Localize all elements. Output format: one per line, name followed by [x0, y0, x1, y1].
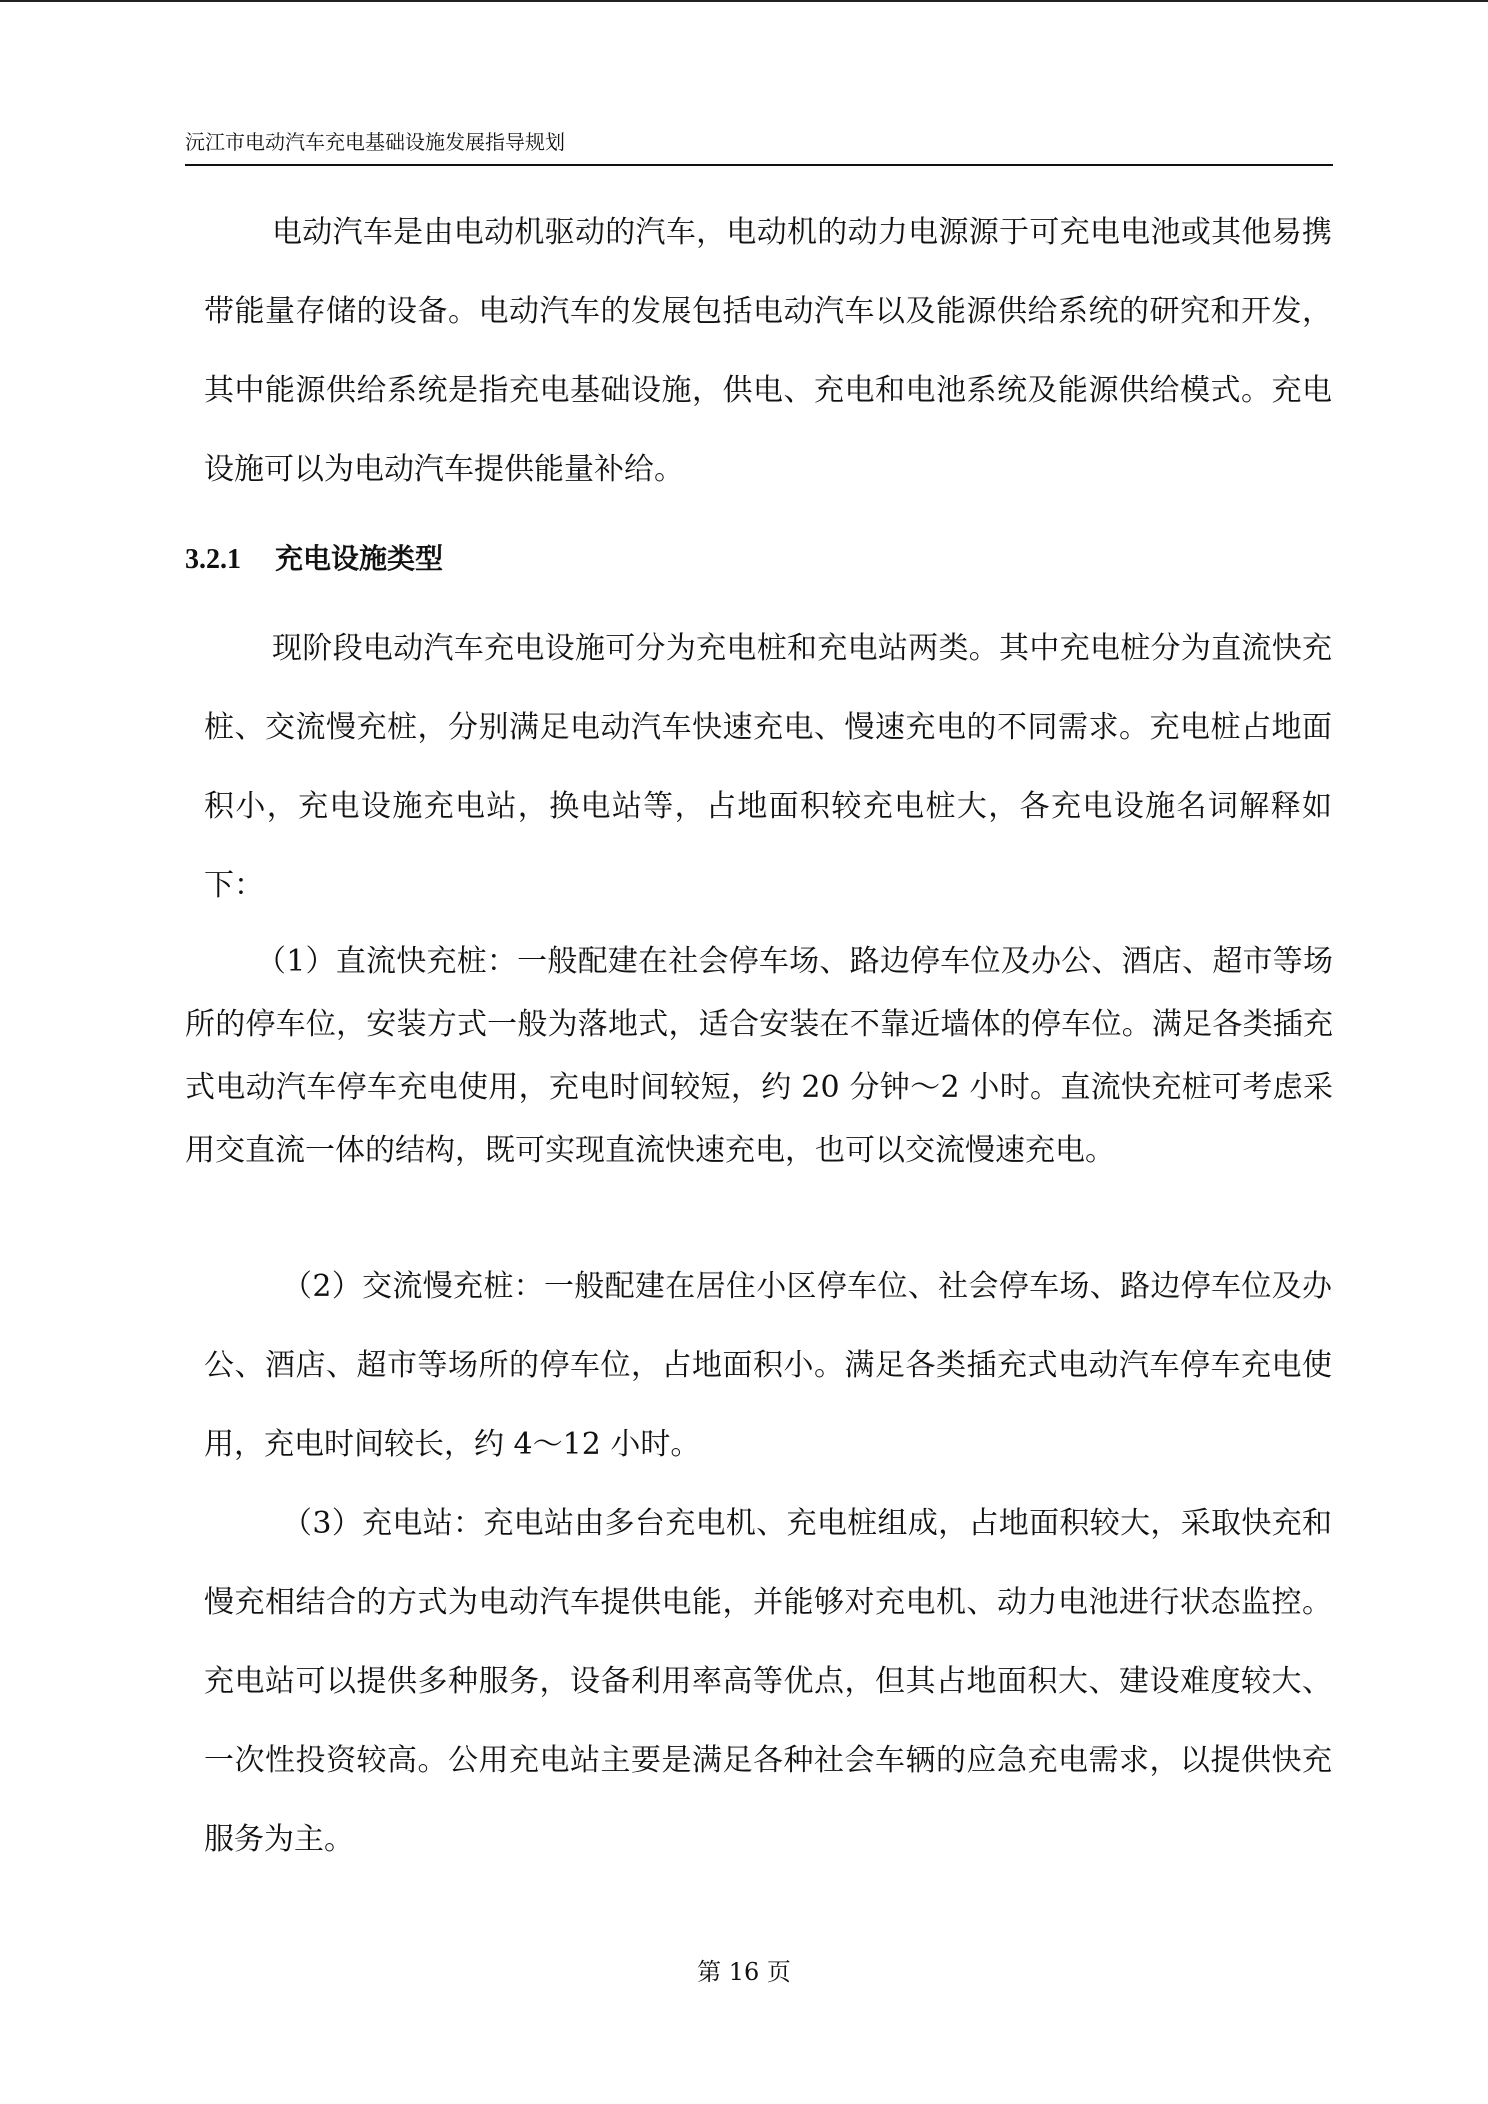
- running-header: [185, 128, 1333, 166]
- page-number: 第 16 页: [697, 1958, 791, 1986]
- section-title: 充电设施类型: [275, 542, 444, 575]
- item-charging-station: （3）充电站：充电站由多台充电机、充电桩组成，占地面积较大，采取快充和慢充相结合的方式为电动汽车提供电能，并能够对充电机、动力电池进行状态监控。充电站可以提供多种服务，设备利用率高等优点，但其占地面积大、建设难度较大、一次性投资较高。公用充电站主要是满足各种社会车辆的应急充电需求，以提供快充服务为主。: [204, 1506, 1332, 1857]
- section-number: 3.2.1: [185, 544, 241, 575]
- item-ac-slow-charger: （2）交流慢充桩：一般配建在居住小区停车位、社会停车场、路边停车位及办公、酒店、超市等场所的停车位，占地面积小。满足各类插充式电动汽车停车充电使用，充电时间较长，约 4～12 小时。: [204, 1269, 1332, 1462]
- page-top-rule: [0, 0, 1488, 2]
- section-heading: [185, 537, 443, 582]
- intro-paragraph: 电动汽车是由电动机驱动的汽车，电动机的动力电源源于可充电电池或其他易携带能量存储的设备。电动汽车的发展包括电动汽车以及能源供给系统的研究和开发，其中能源供给系统是指充电基础设施，供电、充电和电池系统及能源供给模式。充电设施可以为电动汽车提供能量补给。: [204, 215, 1332, 487]
- overview-paragraph: 现阶段电动汽车充电设施可分为充电桩和充电站两类。其中充电桩分为直流快充桩、交流慢充桩，分别满足电动汽车快速充电、慢速充电的不同需求。充电桩占地面积小，充电设施充电站，换电站等，占地面积较充电桩大，各充电设施名词解释如下：: [204, 631, 1332, 903]
- item-dc-fast-charger: （1）直流快充桩：一般配建在社会停车场、路边停车位及办公、酒店、超市等场所的停车位，安装方式一般为落地式，适合安装在不靠近墙体的停车位。满足各类插充式电动汽车停车充电使用，充电时间较短，约 20 分钟～2 小时。直流快充桩可考虑采用交直流一体的结构，既可实现直流快速充电，也可以交流慢速充电。: [185, 944, 1333, 1168]
- header-title: 沅江市电动汽车充电基础设施发展指导规划: [185, 130, 565, 154]
